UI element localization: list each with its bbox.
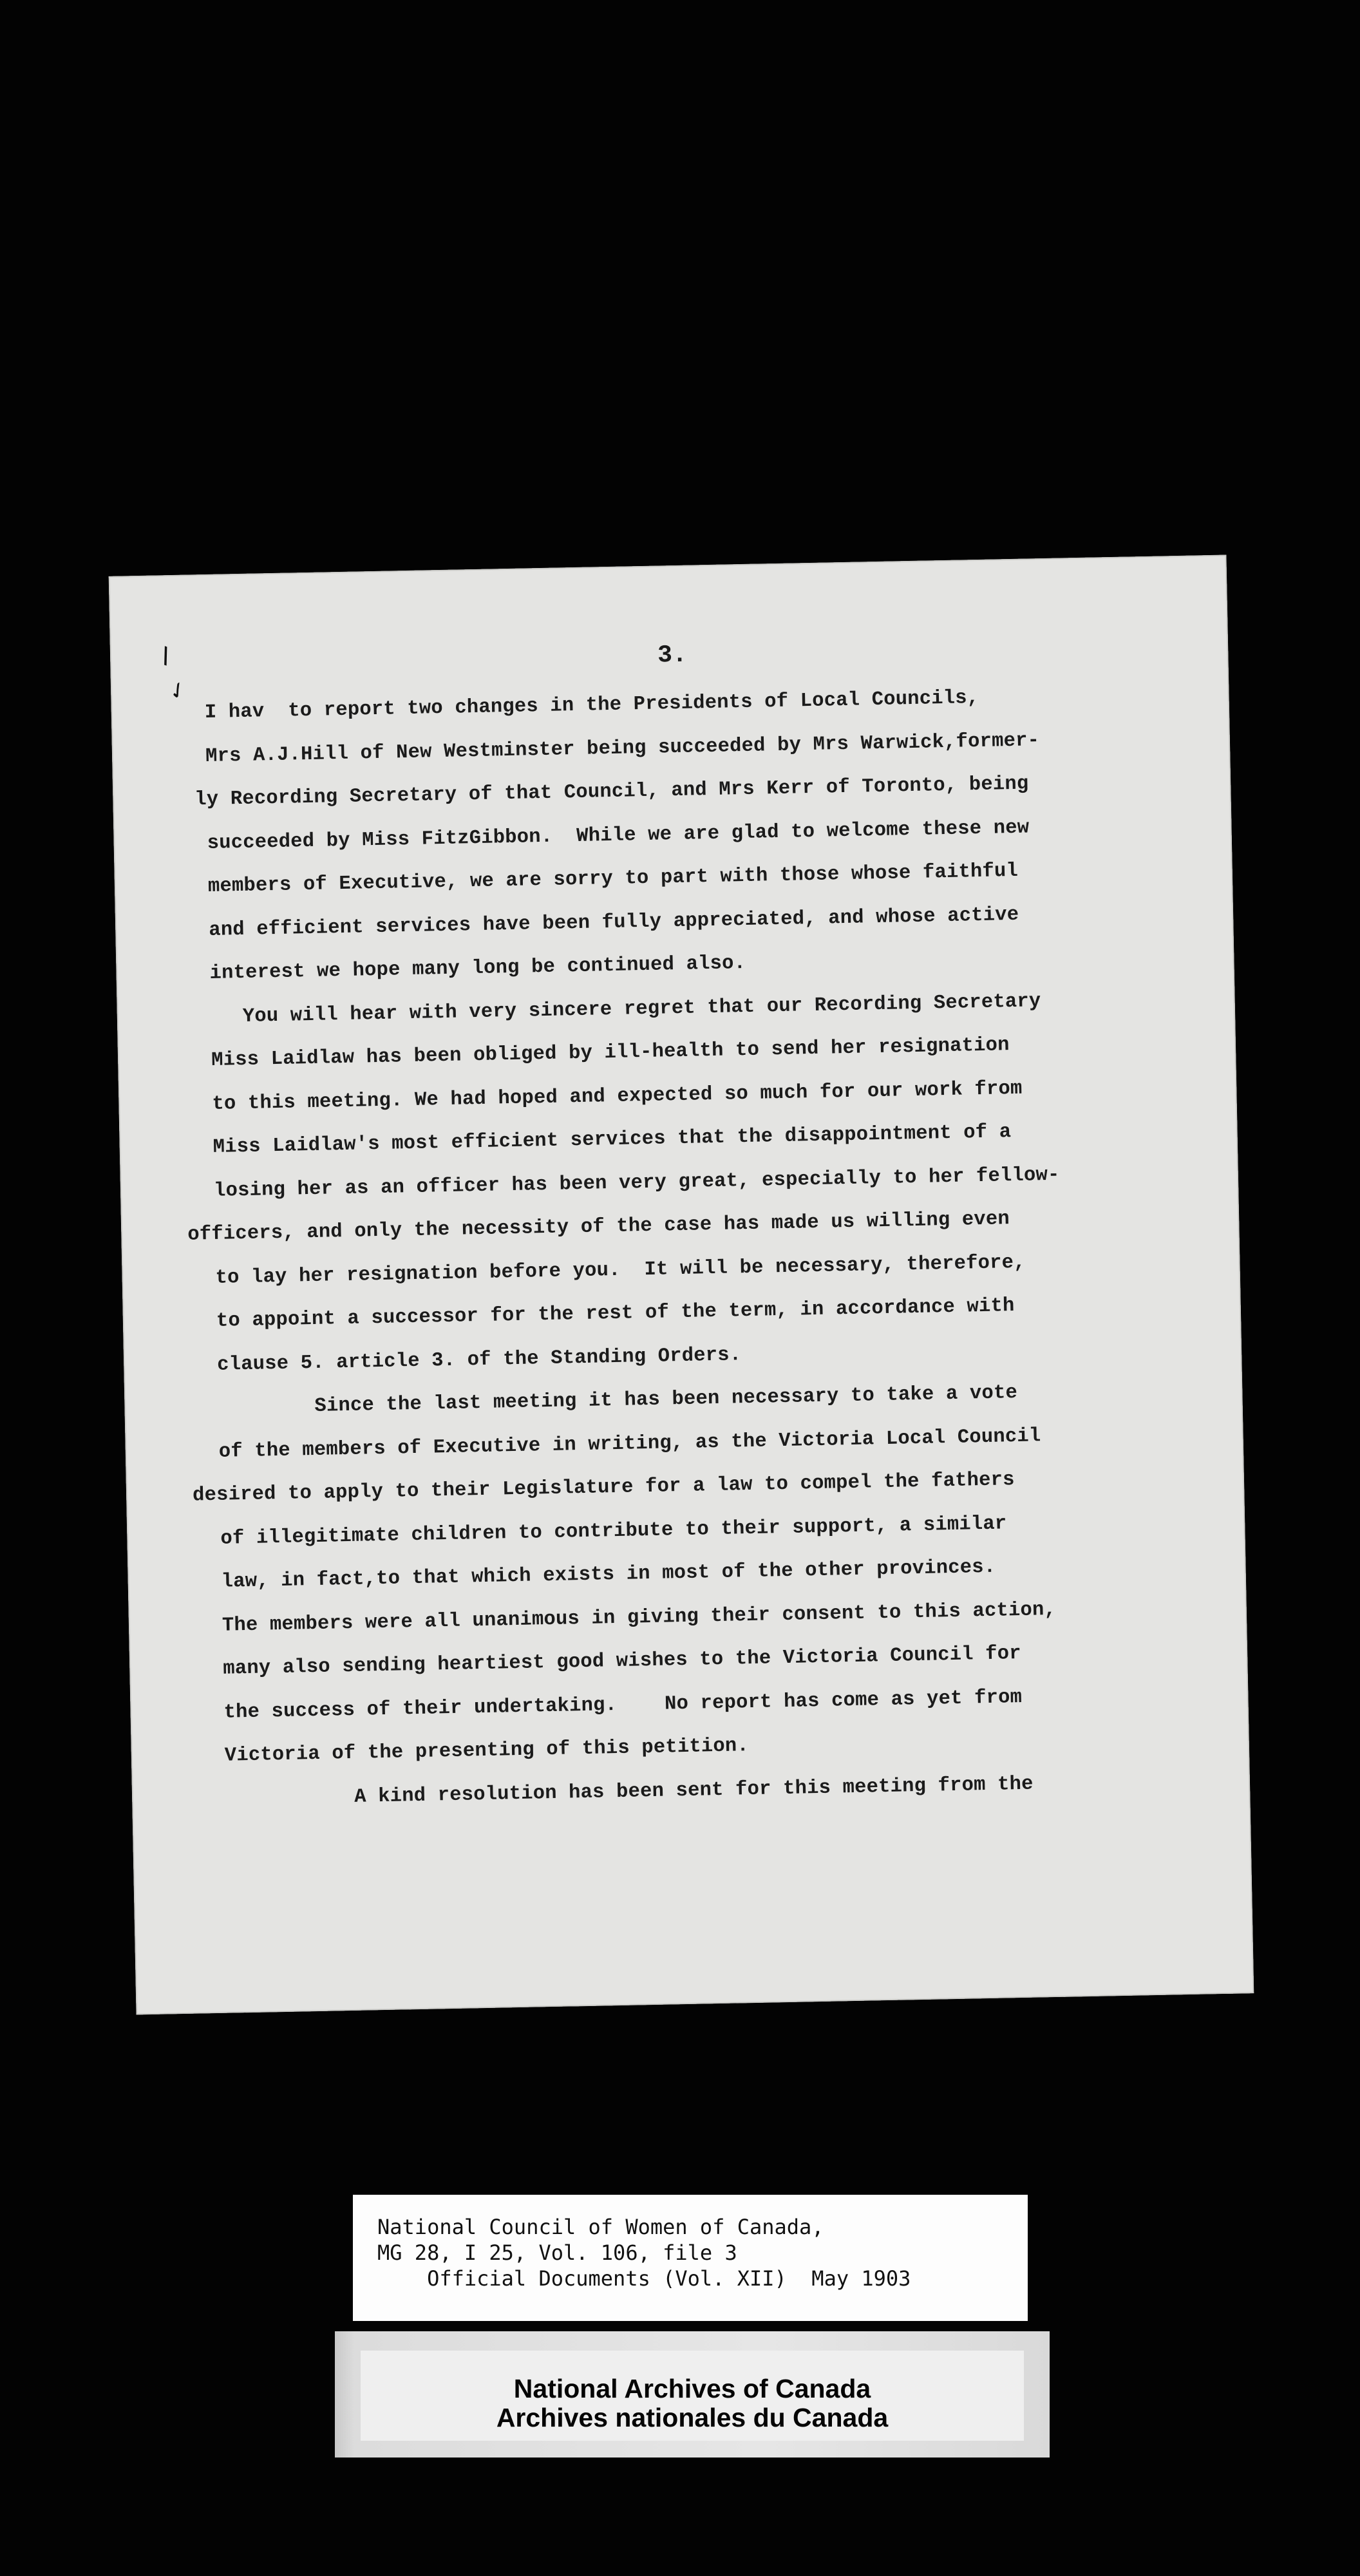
text-line: law, in fact,to that which exists in most of the other provinces. [221, 1556, 996, 1593]
text-line: and efficient services have been fully appreciated, and whose active [208, 904, 1019, 942]
text-line: interest we hope many long be continued also. [209, 952, 746, 985]
text-line: You will hear with very sincere regret that our Recording Secretary [242, 990, 1041, 1028]
text-line: Victoria of the presenting of this petition. [224, 1735, 750, 1767]
text-line: Miss Laidlaw has been obliged by ill-health to send her resignation [211, 1034, 1010, 1072]
reference-fonds: National Council of Women of Canada, [377, 2215, 824, 2239]
archive-name-label [335, 2331, 1050, 2458]
archive-name-french: Archives nationales du Canada [496, 2403, 889, 2432]
text-line: to lay her resignation before you. It will be necessary, therefore, [215, 1251, 1026, 1289]
text-line: ly Recording Secretary of that Council, and Mrs Kerr of Toronto, being [194, 773, 1029, 811]
text-line: members of Executive, we are sorry to part with those whose faithful [207, 860, 1019, 898]
text-line: of the members of Executive in writing, as the Victoria Local Council [218, 1425, 1041, 1463]
text-line: to appoint a successor for the rest of the term, in accordance with [216, 1295, 1015, 1332]
text-line: I hav to report two changes in the Presidents of Local Councils, [204, 687, 979, 724]
text-line: of illegitimate children to contribute to their support, a similar [220, 1512, 1007, 1550]
text-line: Miss Laidlaw's most efficient services that the disappointment of a [212, 1121, 1012, 1159]
margin-check-mark: ✓ [163, 675, 193, 707]
text-line: A kind resolution has been sent for this meeting from the [354, 1773, 1034, 1808]
text-line: clause 5. article 3. of the Standing Orders. [216, 1343, 742, 1376]
archive-label-panel [361, 2351, 1024, 2441]
text-line: desired to apply to their Legislature for a law to compel the fathers [192, 1469, 1015, 1507]
document-page [109, 555, 1254, 2015]
text-line: many also sending heartiest good wishes to the Victoria Council for [222, 1642, 1022, 1680]
reference-volume: MG 28, I 25, Vol. 106, file 3 [377, 2240, 737, 2265]
typed-body-text [187, 672, 1217, 1821]
text-line: succeeded by Miss FitzGibbon. While we are glad to welcome these new [207, 817, 1030, 855]
margin-mark: \ [157, 642, 174, 670]
text-line: losing her as an officer has been very great, especially to her fellow- [213, 1164, 1060, 1202]
archive-name-english: National Archives of Canada [513, 2374, 871, 2403]
text-line: the success of their undertaking. No report has come as yet from [223, 1686, 1023, 1724]
archival-reference-label [353, 2195, 1028, 2321]
page-number: 3. [657, 641, 688, 670]
text-line: Since the last meeting it has been necessary to take a vote [314, 1382, 1018, 1417]
text-line: Mrs A.J.Hill of New Westminster being succeeded by Mrs Warwick,former- [205, 729, 1040, 768]
text-line: The members were all unanimous in giving their consent to this action, [222, 1598, 1057, 1637]
text-line: officers, and only the necessity of the case has made us willing even [187, 1208, 1010, 1246]
text-line: to this meeting. We had hoped and expected so much for our work from [212, 1077, 1023, 1115]
reference-title: Official Documents (Vol. XII) May 1903 [377, 2266, 911, 2291]
